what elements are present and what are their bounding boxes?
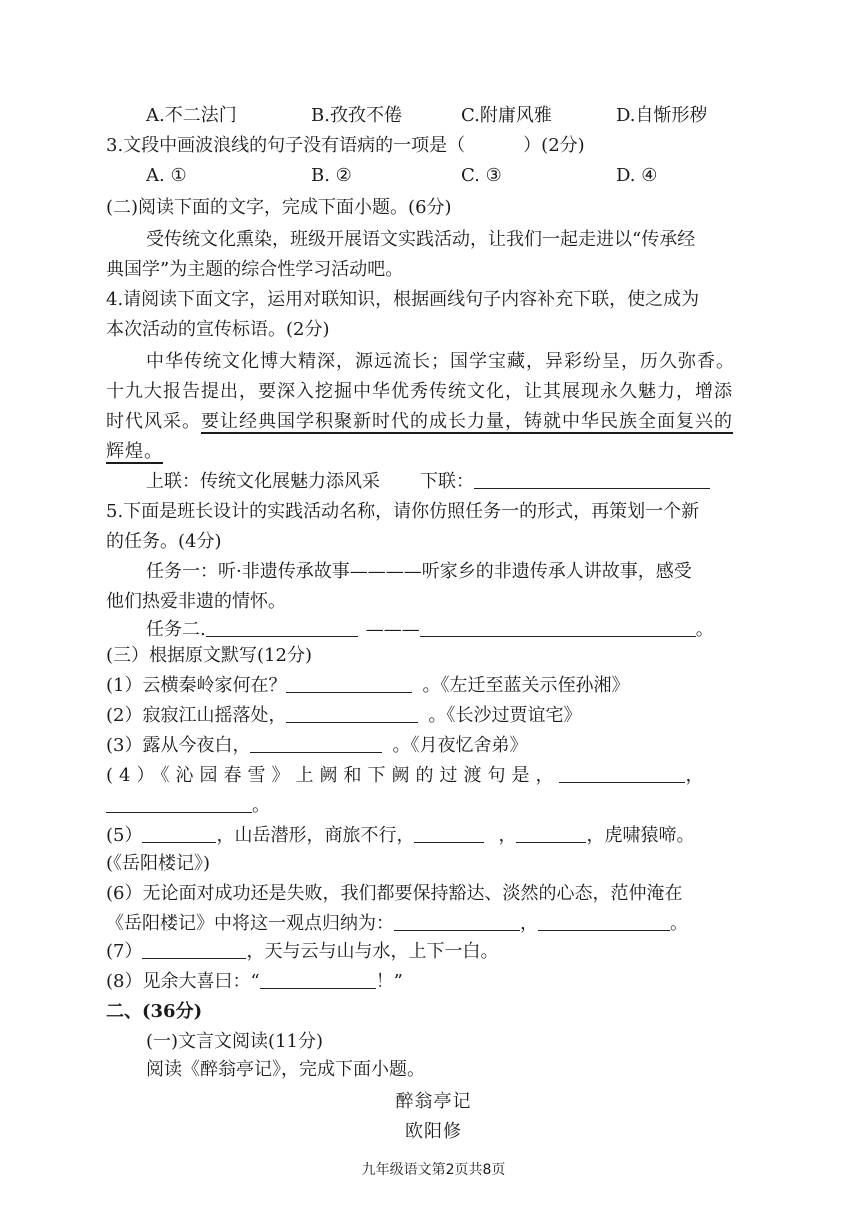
- dictation-4-comma: ，: [685, 765, 710, 786]
- dictation-5-prompt: (5）: [106, 825, 143, 846]
- q4-passage-line3: [106, 410, 733, 434]
- q5-task2-desc-blank[interactable]: [420, 618, 696, 637]
- dictation-3-source: 。《月夜忆舍弟》: [392, 735, 528, 756]
- q5-task2-name-blank[interactable]: [206, 618, 358, 637]
- q4-underlined-sentence: 要让经典国学积聚新时代的成长力量，铸就中华民族全面复兴的: [201, 411, 733, 432]
- dictation-5-blank-2[interactable]: [414, 824, 484, 843]
- dictation-4-end: 。: [252, 795, 270, 816]
- q4-passage-line4: [106, 440, 163, 464]
- dictation-6: [106, 912, 688, 936]
- dictation-6-blank-2[interactable]: [538, 912, 670, 931]
- q5-task1-line1: 任务一：听·非遗传承故事————听家乡的非遗传承人讲故事，感受: [146, 561, 692, 582]
- section-2-intro-line2: 典国学”为主题的综合性学习活动吧。: [106, 259, 404, 280]
- dictation-2-source: 。《长沙过贾谊宅》: [428, 705, 582, 726]
- q4-passage-line2: 十九大报告提出，要深入挖掘中华优秀传统文化，让其展现永久魅力，增添: [106, 381, 733, 402]
- q4-underlined-sentence-end: 辉煌。: [106, 441, 163, 462]
- section-2-header: (二)阅读下面的文字，完成下面小题。(6分): [106, 197, 452, 218]
- q4-passage-line1: 中华传统文化博大精深，源远流长；国学宝藏，异彩纷呈，历久弥香。: [146, 351, 735, 372]
- q3-points: ）(2分): [523, 135, 585, 156]
- dictation-6-comma: ，: [520, 913, 538, 934]
- dictation-8-blank[interactable]: [260, 970, 376, 989]
- q5-task2: [146, 618, 714, 642]
- dictation-4-blank-2[interactable]: [106, 794, 252, 813]
- dictation-6-prompt: 《岳阳楼记》中将这一观点归纳为：: [106, 913, 394, 934]
- q5-stem-line1: 5.下面是班长设计的实践活动名称，请你仿照任务一的形式，再策划一个新: [106, 501, 700, 522]
- q4-passage-plain: 时代风采。: [106, 411, 201, 432]
- part-2-instruction: 阅读《醉翁亭记》，完成下面小题。: [146, 1059, 425, 1080]
- dictation-3-prompt: (3）露从今夜白，: [106, 735, 251, 756]
- q5-task2-dash: ———: [365, 619, 420, 640]
- dictation-2: [106, 704, 581, 728]
- dictation-8-end: ！”: [375, 971, 403, 992]
- section-2-intro-line1: 受传统文化熏染，班级开展语文实践活动，让我们一起走进以“传承经: [146, 229, 696, 250]
- q5-task2-label: 任务二.: [146, 619, 206, 640]
- q3-option-d: D. ④: [616, 165, 658, 186]
- dictation-7-prompt: (7）: [106, 941, 143, 962]
- dictation-5-middle: ，山岳潜形，商旅不行，: [216, 825, 415, 846]
- q2-option-c: C.附庸风雅: [461, 105, 552, 126]
- dictation-7-blank[interactable]: [142, 940, 246, 959]
- dictation-4: [106, 764, 709, 788]
- q4-stem-line2: 本次活动的宣传标语。(2分): [106, 319, 330, 340]
- dictation-1-prompt: (1）云横秦岭家何在？: [106, 675, 287, 696]
- part-2-header: 二、(36分): [106, 1001, 203, 1022]
- dictation-5-source: (《岳阳楼记》): [106, 853, 211, 874]
- passage-title: 醉翁亭记: [395, 1091, 472, 1112]
- q4-lower-couplet-blank[interactable]: [474, 470, 710, 489]
- page-footer: 九年级语文第2页共8页: [361, 1162, 506, 1178]
- dictation-5: [106, 824, 694, 848]
- q4-upper-couplet: 上联：传统文化展魅力添风采: [146, 471, 380, 492]
- part-2-subheader: (一)文言文阅读(11分): [146, 1031, 323, 1052]
- dictation-6-blank-1[interactable]: [394, 912, 520, 931]
- dictation-7-text: ，天与云与山与水，上下一白。: [246, 941, 499, 962]
- q3-stem: [106, 134, 585, 158]
- dictation-7: [106, 940, 498, 964]
- q3-options: [146, 164, 657, 188]
- q3-stem-text: 3.文段中画波浪线的句子没有语病的一项是（: [106, 135, 466, 156]
- q5-task1-line2: 他们热爱非遗的情怀。: [106, 591, 286, 612]
- dictation-5-comma: ，: [498, 825, 517, 846]
- q2-option-a: A.不二法门: [146, 105, 237, 126]
- q2-options: [146, 104, 708, 128]
- q4-lower-couplet-label: 下联：: [420, 471, 474, 492]
- dictation-8-prompt: (8）见余大喜曰：“: [106, 971, 260, 992]
- dictation-5-end: ，虎啸猿啼。: [586, 825, 695, 846]
- q2-option-b: B.孜孜不倦: [311, 105, 402, 126]
- dictation-4-prompt: (4）《沁园春雪》上阙和下阙的过渡句是，: [106, 765, 560, 786]
- dictation-6-line1: (6）无论面对成功还是失败，我们都要保持豁达、淡然的心态，范仲淹在: [106, 883, 683, 904]
- q3-option-a: A. ①: [146, 165, 187, 186]
- q4-couplet: [146, 470, 710, 494]
- dictation-3-blank[interactable]: [250, 734, 382, 753]
- dictation-1-blank[interactable]: [286, 674, 412, 693]
- q3-option-c: C. ③: [461, 165, 502, 186]
- q4-stem-line1: 4.请阅读下面文字，运用对联知识，根据画线句子内容补充下联，使之成为: [106, 289, 700, 310]
- dictation-3: [106, 734, 527, 758]
- q5-stem-line2: 的任务。(4分): [106, 531, 222, 552]
- q5-task2-end: 。: [695, 619, 714, 640]
- dictation-2-blank[interactable]: [286, 704, 418, 723]
- dictation-5-blank-1[interactable]: [142, 824, 216, 843]
- q2-option-d: D.自惭形秽: [616, 105, 708, 126]
- dictation-4-blank-1[interactable]: [559, 764, 685, 783]
- dictation-8: [106, 970, 403, 994]
- dictation-1-source: 。《左迁至蓝关示侄孙湘》: [422, 675, 630, 696]
- dictation-1: [106, 674, 629, 698]
- section-3-header: (三）根据原文默写(12分): [106, 645, 312, 666]
- dictation-2-prompt: (2）寂寂江山摇落处，: [106, 705, 287, 726]
- dictation-4-cont: [106, 794, 270, 818]
- dictation-5-blank-3[interactable]: [516, 824, 586, 843]
- q3-option-b: B. ②: [311, 165, 352, 186]
- dictation-6-end: 。: [670, 913, 688, 934]
- passage-author: 欧阳修: [405, 1121, 462, 1142]
